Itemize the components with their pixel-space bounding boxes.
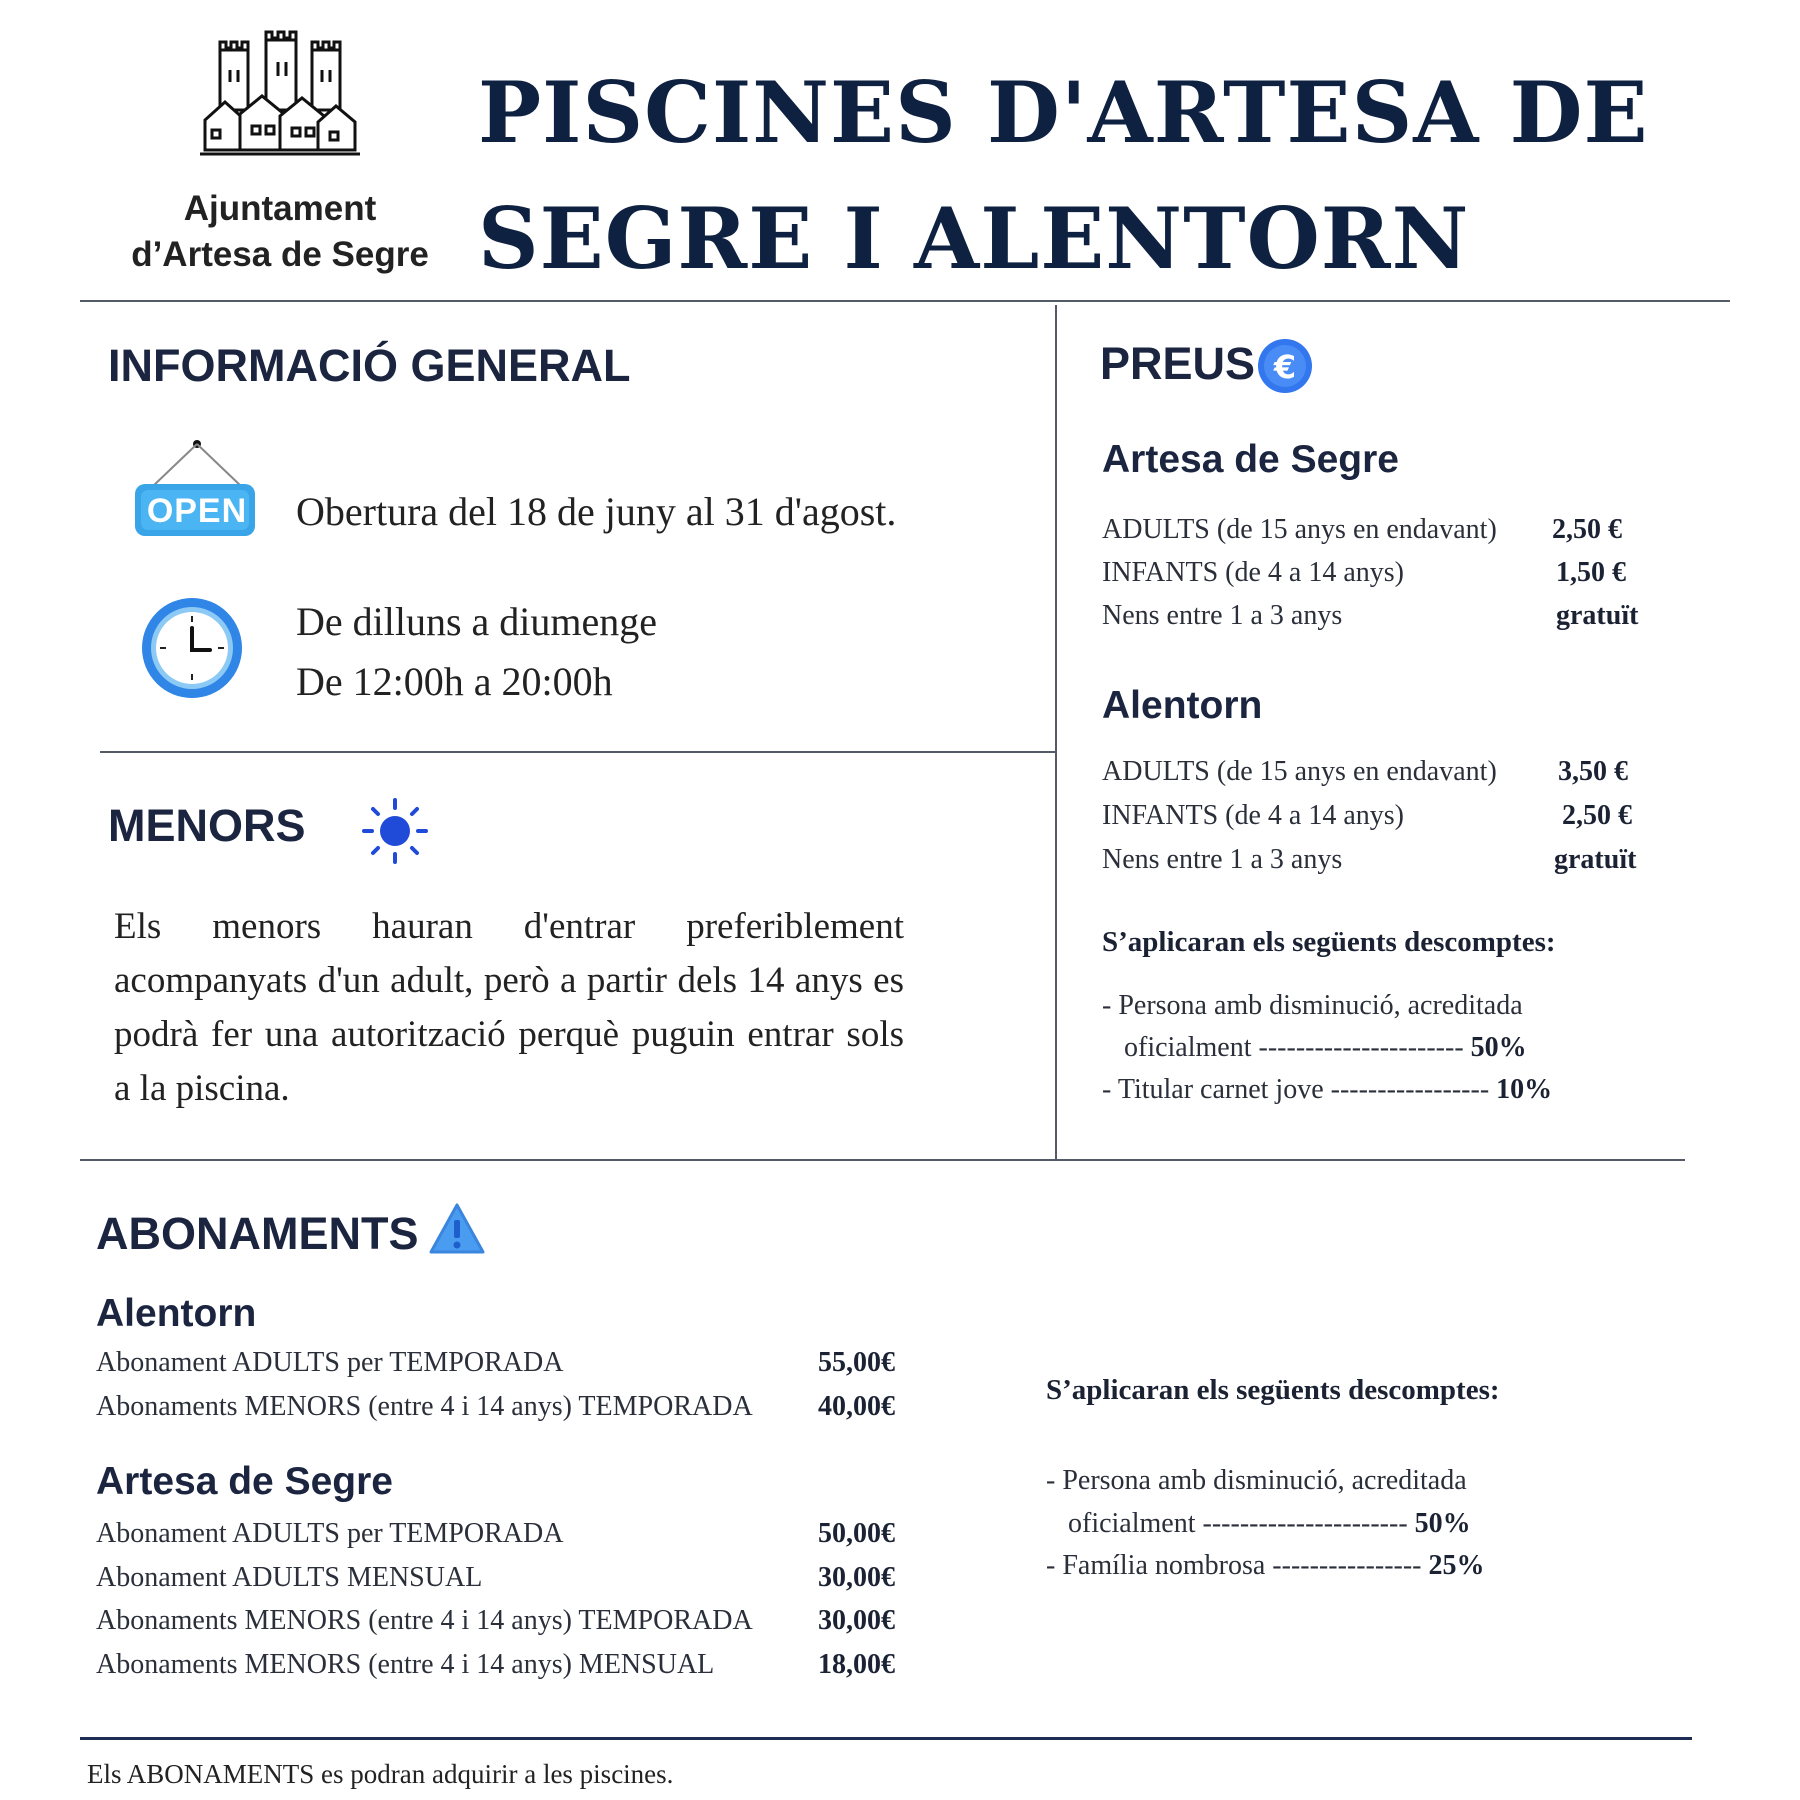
organization-line-2: d’Artesa de Segre xyxy=(131,235,429,274)
price-label: ADULTS (de 15 anys en endavant) xyxy=(1102,514,1497,545)
page-title xyxy=(478,50,1778,302)
price-label: Nens entre 1 a 3 anys xyxy=(1102,844,1343,875)
price-label: INFANTS (de 4 a 14 anys) xyxy=(1102,557,1404,588)
discount-line xyxy=(1102,1074,1552,1106)
warning-icon xyxy=(428,1202,486,1256)
discount-label: - Titular carnet jove xyxy=(1102,1074,1324,1105)
abonament-row xyxy=(96,1649,895,1681)
menors-heading: MENORS xyxy=(108,800,306,851)
price-label: INFANTS (de 4 a 14 anys) xyxy=(1102,800,1404,831)
opening-hours xyxy=(296,592,657,712)
abonaments-discounts-heading: S’aplicaran els següents descomptes: xyxy=(1046,1374,1500,1406)
open-sign-label: OPEN xyxy=(146,492,248,530)
abonaments-artesa-heading: Artesa de Segre xyxy=(96,1460,393,1503)
price-value: 3,50 € xyxy=(1558,756,1628,787)
footer-note: Els ABONAMENTS es podran adquirir a les piscines. xyxy=(87,1759,674,1789)
price-label: Nens entre 1 a 3 anys xyxy=(1102,600,1343,631)
discount-line: - Persona amb disminució, acreditada xyxy=(1046,1465,1467,1496)
abonament-label: Abonaments MENORS (entre 4 i 14 anys) MENSUAL xyxy=(96,1649,715,1680)
abonament-label: Abonaments MENORS (entre 4 i 14 anys) TEMPORADA xyxy=(96,1605,753,1636)
preus-alentorn-heading: Alentorn xyxy=(1102,684,1263,727)
price-value: gratuït xyxy=(1556,600,1639,631)
discount-dashes: ---------------- xyxy=(1272,1550,1422,1581)
price-value: 2,50 € xyxy=(1552,514,1622,545)
discount-value: 25% xyxy=(1428,1550,1485,1581)
open-sign-icon xyxy=(130,432,260,542)
price-value: 2,50 € xyxy=(1562,800,1632,831)
abonament-price: 50,00€ xyxy=(818,1518,895,1549)
abonaments-alentorn-heading: Alentorn xyxy=(96,1292,257,1335)
organization-name xyxy=(100,186,460,278)
discount-line xyxy=(1046,1550,1484,1582)
abonament-label: Abonaments MENORS (entre 4 i 14 anys) TEMPORADA xyxy=(96,1391,753,1422)
organization-line-1: Ajuntament xyxy=(183,189,377,228)
euro-coin-icon xyxy=(1257,338,1313,394)
discount-label: oficialment xyxy=(1068,1508,1196,1539)
preus-heading: PREUS xyxy=(1100,338,1256,389)
abonament-row xyxy=(96,1605,895,1637)
abonament-label: Abonament ADULTS MENSUAL xyxy=(96,1562,483,1593)
abonament-row xyxy=(96,1562,895,1594)
discount-value: 50% xyxy=(1470,1032,1527,1063)
abonament-price: 30,00€ xyxy=(818,1605,895,1636)
discount-line xyxy=(1068,1508,1471,1540)
price-value: 1,50 € xyxy=(1556,557,1626,588)
discount-dashes: ----------------- xyxy=(1330,1074,1490,1105)
footer-divider xyxy=(80,1737,1692,1740)
svg-text:€: € xyxy=(1273,348,1297,386)
discount-dashes: ---------------------- xyxy=(1258,1032,1464,1063)
castle-logo-icon xyxy=(200,30,360,160)
discount-line xyxy=(1124,1032,1527,1064)
discount-label: - Família nombrosa xyxy=(1046,1550,1266,1581)
sun-icon xyxy=(360,796,430,866)
discount-line: - Persona amb disminució, acreditada xyxy=(1102,990,1523,1021)
opening-days: De dilluns a diumenge xyxy=(296,599,658,644)
page-title-line-2: SEGRE I ALENTORN xyxy=(478,189,1470,288)
abonament-price: 18,00€ xyxy=(818,1649,895,1680)
abonament-price: 55,00€ xyxy=(818,1347,895,1378)
discount-value: 50% xyxy=(1414,1508,1471,1539)
abonament-label: Abonament ADULTS per TEMPORADA xyxy=(96,1347,564,1378)
discount-value: 10% xyxy=(1496,1074,1553,1105)
clock-icon xyxy=(140,596,244,700)
discount-label: oficialment xyxy=(1124,1032,1252,1063)
page-title-line-1: PISCINES D'ARTESA DE xyxy=(478,63,1649,162)
info-heading: INFORMACIÓ GENERAL xyxy=(108,340,631,391)
abonament-price: 30,00€ xyxy=(818,1562,895,1593)
abonaments-heading: ABONAMENTS xyxy=(96,1208,419,1259)
info-divider xyxy=(100,751,1057,753)
opening-time: De 12:00h a 20:00h xyxy=(296,659,613,704)
menors-text: Els menors hauran d'entrar preferiblement acompanyats d'un adult, però a partir dels 14 anys es podrà fer una autorització perquè puguin entrar sols a la piscina. xyxy=(114,906,904,1109)
discount-dashes: ---------------------- xyxy=(1202,1508,1408,1539)
abonament-row xyxy=(96,1347,895,1379)
abonament-price: 40,00€ xyxy=(818,1391,895,1422)
section-divider xyxy=(80,1159,1685,1161)
price-label: ADULTS (de 15 anys en endavant) xyxy=(1102,756,1497,787)
preus-discounts-heading: S’aplicaran els següents descomptes: xyxy=(1102,926,1556,958)
abonament-row xyxy=(96,1391,895,1423)
abonament-label: Abonament ADULTS per TEMPORADA xyxy=(96,1518,564,1549)
header-divider xyxy=(80,300,1730,302)
opening-dates: Obertura del 18 de juny al 31 d'agost. xyxy=(296,489,897,534)
column-divider xyxy=(1055,305,1057,1160)
preus-artesa-heading: Artesa de Segre xyxy=(1102,438,1399,481)
price-value: gratuït xyxy=(1554,844,1637,875)
abonament-row xyxy=(96,1518,895,1550)
